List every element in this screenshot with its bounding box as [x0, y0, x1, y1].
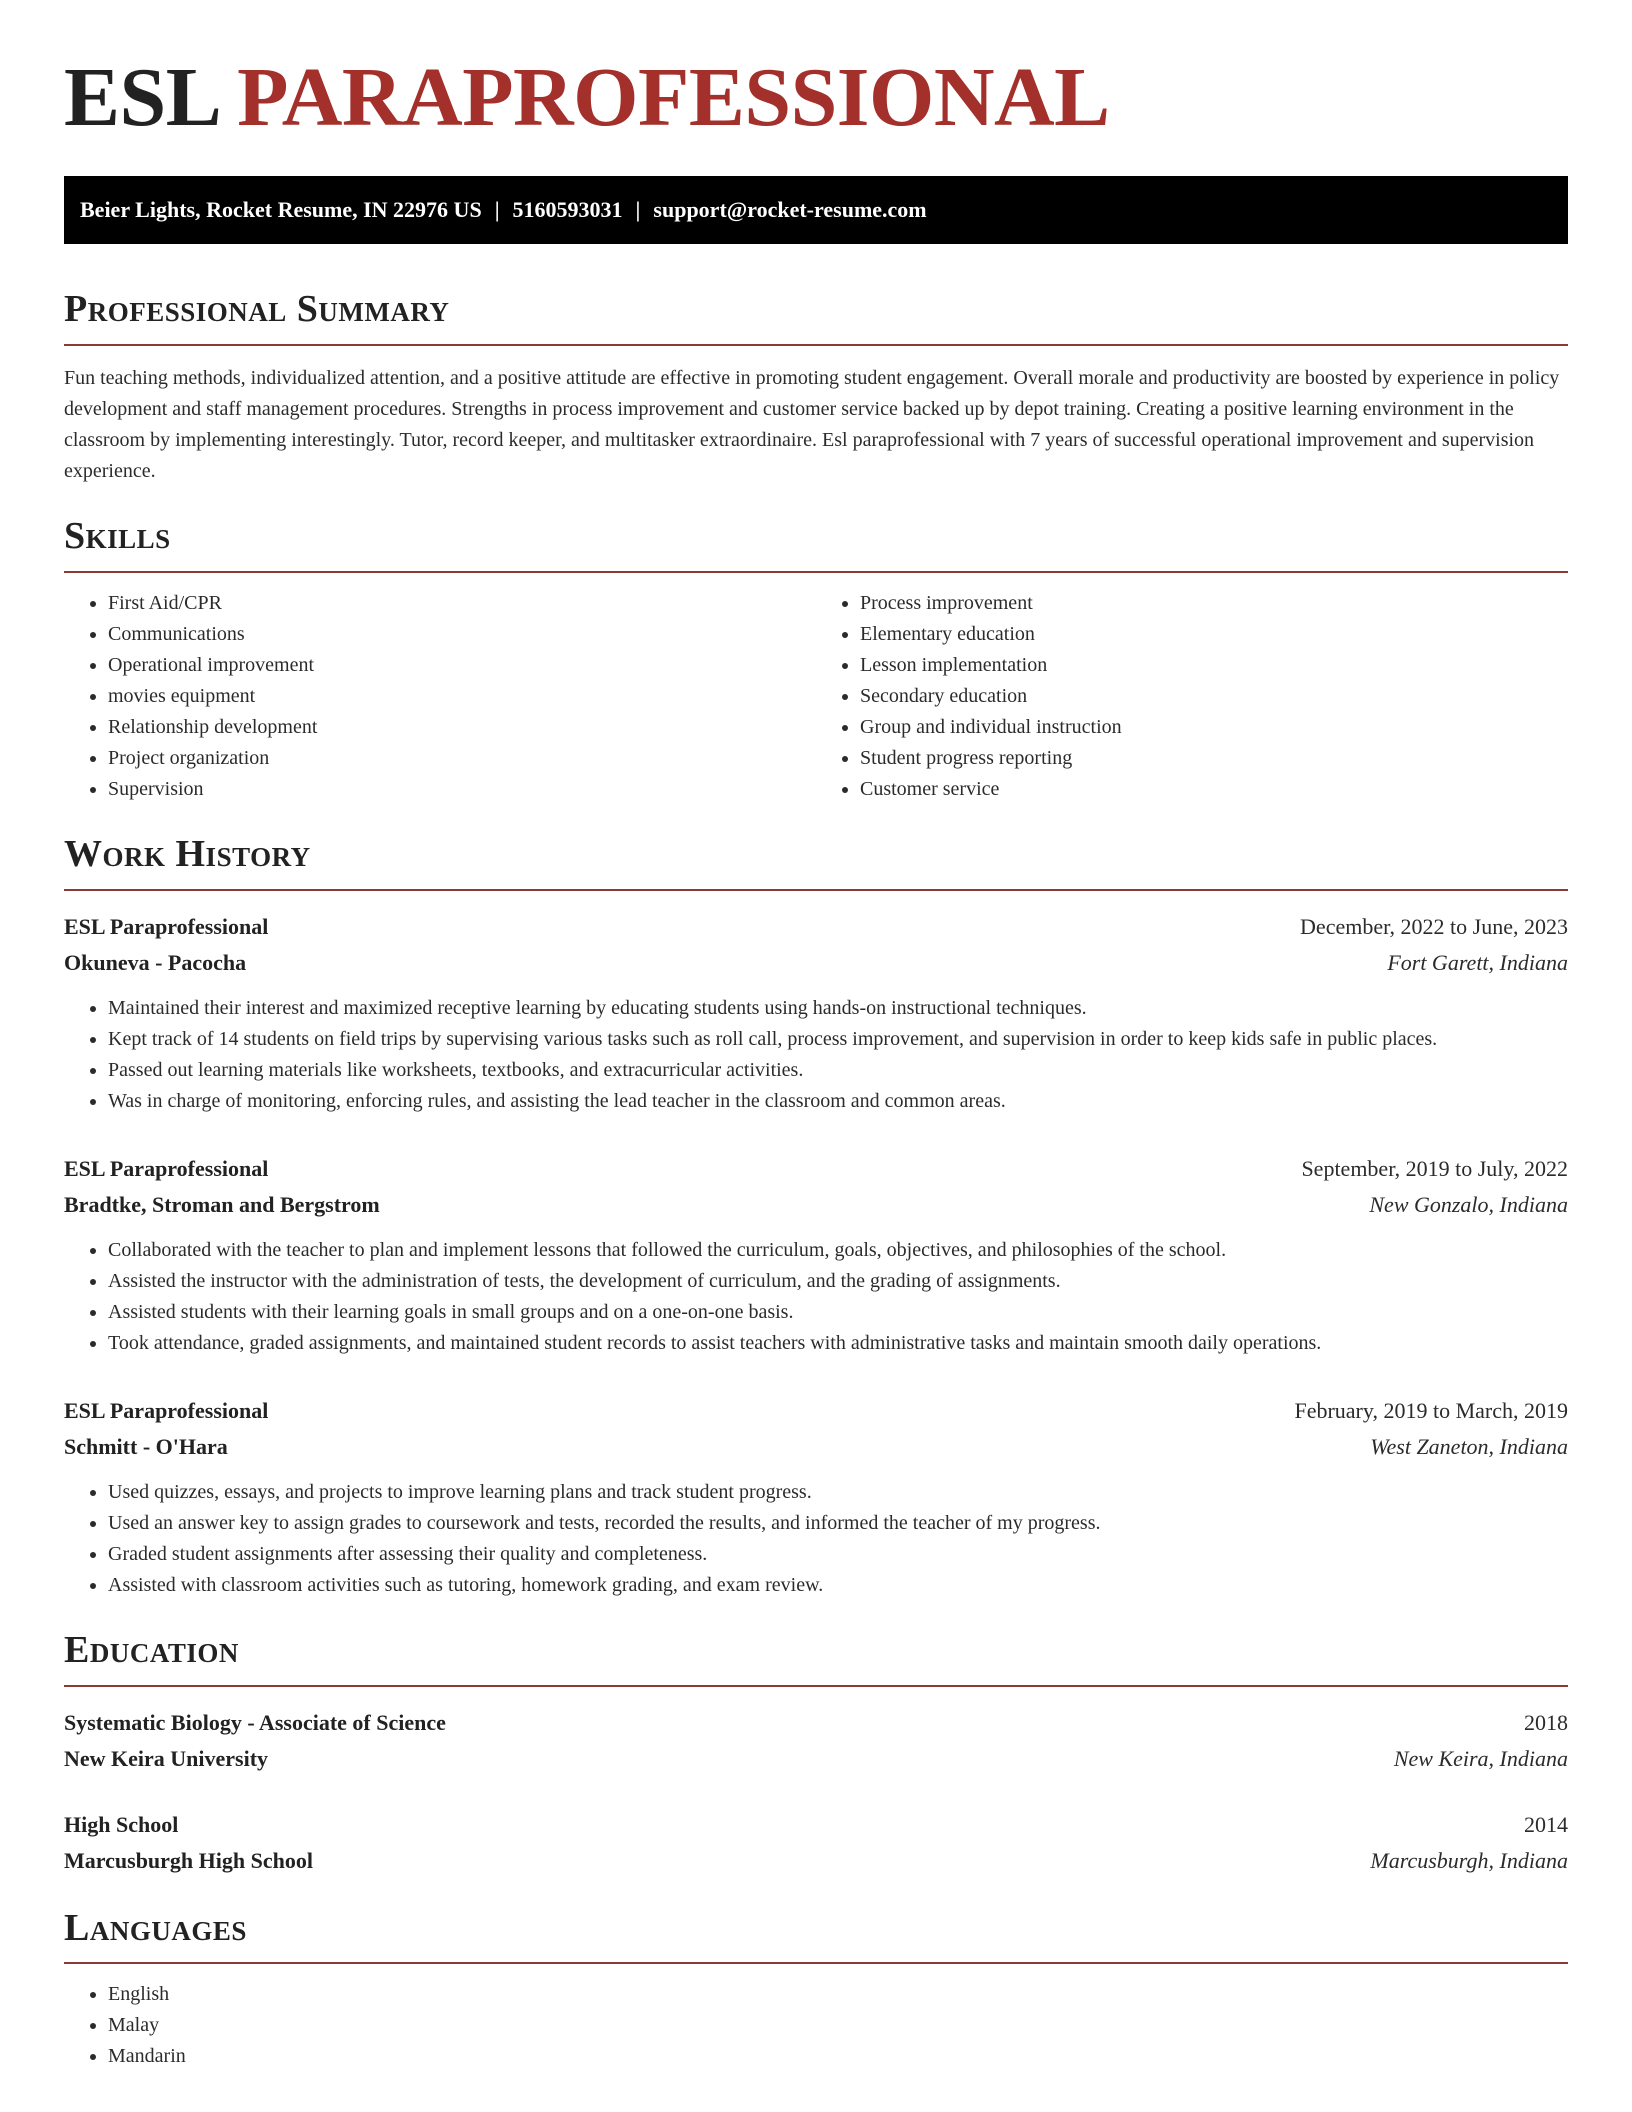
section-divider — [64, 571, 1568, 573]
skill-item: • Project organization — [108, 743, 816, 774]
education-entry — [64, 1807, 1568, 1879]
job-duty: • Graded student assignments after assessing their quality and completeness. — [108, 1539, 1568, 1570]
job-entry — [64, 909, 1568, 1117]
education-degree: Systematic Biology - Associate of Science — [64, 1709, 446, 1735]
contact-separator: | — [635, 197, 641, 222]
skills-heading: Skills — [64, 514, 171, 557]
languages-section — [64, 1906, 1568, 2073]
education-entry — [64, 1705, 1568, 1777]
skill-item: • Secondary education — [860, 681, 1568, 712]
job-company: Schmitt - O'Hara — [64, 1433, 228, 1459]
work-history-section — [64, 832, 1568, 1601]
skill-item: • Group and individual instruction — [860, 712, 1568, 743]
job-duty: • Used quizzes, essays, and projects to improve learning plans and track student progress. — [108, 1477, 1568, 1508]
education-school: New Keira University — [64, 1745, 269, 1771]
job-header-row — [64, 1151, 1568, 1187]
contact-phone[interactable]: 5160593031 — [512, 197, 623, 222]
skill-item: • First Aid/CPR — [108, 588, 816, 619]
job-duty: • Kept track of 14 students on field trips by supervising various tasks such as roll call, process improvement, and supervision in order to keep kids safe in public places. — [108, 1024, 1568, 1055]
job-duty: • Assisted students with their learning goals in small groups and on a one-on-one basis. — [108, 1297, 1568, 1328]
skill-item: • Student progress reporting — [860, 743, 1568, 774]
section-divider — [64, 1962, 1568, 1964]
summary-section — [64, 290, 1568, 487]
name-first: ESL — [64, 51, 217, 144]
name-last: PARAPROFESSIONAL — [237, 51, 1110, 144]
languages-list — [64, 1979, 1568, 2072]
skill-item: • Elementary education — [860, 619, 1568, 650]
education-heading: Education — [64, 1628, 239, 1671]
education-year: 2018 — [1524, 1709, 1568, 1735]
job-role: ESL Paraprofessional — [64, 1397, 269, 1423]
section-divider — [64, 889, 1568, 891]
job-duty: • Assisted the instructor with the administration of tests, the development of curriculum, and the grading of assignments. — [108, 1266, 1568, 1297]
job-duty: • Passed out learning materials like worksheets, textbooks, and extracurricular activities. — [108, 1055, 1568, 1086]
job-duty: • Was in charge of monitoring, enforcing rules, and assisting the lead teacher in the classroom and common areas. — [108, 1086, 1568, 1117]
contact-address: Beier Lights, Rocket Resume, IN 22976 US — [80, 197, 482, 222]
job-header-row — [64, 1393, 1568, 1429]
job-role: ESL Paraprofessional — [64, 913, 269, 939]
job-entry — [64, 1151, 1568, 1359]
job-company-row — [64, 945, 1568, 981]
education-location: New Keira, Indiana — [1393, 1745, 1568, 1771]
job-location: Fort Garett, Indiana — [1387, 949, 1568, 975]
section-divider — [64, 1685, 1568, 1687]
section-divider — [64, 344, 1568, 346]
contact-separator: | — [494, 197, 500, 222]
job-duty: • Maintained their interest and maximized receptive learning by educating students using hands-on instructional techniques. — [108, 993, 1568, 1024]
skills-list-right — [816, 588, 1568, 805]
education-header-row — [64, 1807, 1568, 1843]
education-location: Marcusburgh, Indiana — [1370, 1847, 1568, 1873]
education-school: Marcusburgh High School — [64, 1847, 313, 1873]
language-item: • Malay — [108, 2010, 1568, 2041]
skills-section — [64, 514, 1568, 805]
skills-grid — [64, 588, 1568, 805]
contact-email[interactable]: support@rocket-resume.com — [653, 197, 927, 222]
education-school-row — [64, 1741, 1568, 1777]
education-header-row — [64, 1705, 1568, 1741]
language-item: • Mandarin — [108, 2041, 1568, 2072]
job-dates: December, 2022 to June, 2023 — [1300, 913, 1568, 939]
language-item: • English — [108, 1979, 1568, 2010]
job-duty: • Used an answer key to assign grades to coursework and tests, recorded the results, and informed the teacher of my progress. — [108, 1508, 1568, 1539]
education-section — [64, 1628, 1568, 1879]
languages-heading: Languages — [64, 1906, 247, 1949]
skill-item: • Relationship development — [108, 712, 816, 743]
job-role: ESL Paraprofessional — [64, 1155, 269, 1181]
skill-item: • Process improvement — [860, 588, 1568, 619]
skills-list-left — [64, 588, 816, 805]
job-duty: • Assisted with classroom activities such as tutoring, homework grading, and exam review. — [108, 1570, 1568, 1601]
skill-item: • Customer service — [860, 774, 1568, 805]
job-duty: • Collaborated with the teacher to plan and implement lessons that followed the curriculum, goals, objectives, and philosophies of the school. — [108, 1235, 1568, 1266]
summary-text: Fun teaching methods, individualized attention, and a positive attitude are effective in promoting student engagement. Overall morale and productivity are boosted by experience in policy development and staff management procedures. Strengths in process improvement and customer service backed up by depot training. Creating a positive learning environment in the classroom by implementing interestingly. Tutor, record keeper, and multitasker extraordinaire. Esl paraprofessional with 7 years of successful operational improvement and supervision experience. — [64, 366, 1560, 482]
job-dates: September, 2019 to July, 2022 — [1301, 1155, 1568, 1181]
job-company: Bradtke, Stroman and Bergstrom — [64, 1191, 380, 1217]
job-duties — [64, 1477, 1568, 1601]
job-header-row — [64, 909, 1568, 945]
job-location: West Zaneton, Indiana — [1370, 1433, 1568, 1459]
education-degree: High School — [64, 1811, 179, 1837]
education-school-row — [64, 1843, 1568, 1879]
candidate-name — [64, 51, 1568, 144]
skill-item: • Communications — [108, 619, 816, 650]
skill-item: • Lesson implementation — [860, 650, 1568, 681]
job-company-row — [64, 1187, 1568, 1223]
summary-heading: Professional Summary — [64, 288, 450, 330]
skill-item: • movies equipment — [108, 681, 816, 712]
job-duties — [64, 993, 1568, 1117]
job-company: Okuneva - Pacocha — [64, 949, 247, 975]
job-duties — [64, 1235, 1568, 1359]
job-dates: February, 2019 to March, 2019 — [1294, 1397, 1568, 1423]
job-entry — [64, 1393, 1568, 1601]
skill-item: • Supervision — [108, 774, 816, 805]
job-company-row — [64, 1429, 1568, 1465]
contact-bar — [64, 176, 1568, 244]
job-duty: • Took attendance, graded assignments, and maintained student records to assist teachers with administrative tasks and maintain smooth daily operations. — [108, 1328, 1568, 1359]
skill-item: • Operational improvement — [108, 650, 816, 681]
education-year: 2014 — [1524, 1811, 1568, 1837]
job-location: New Gonzalo, Indiana — [1369, 1191, 1568, 1217]
work-history-heading: Work History — [64, 832, 311, 875]
